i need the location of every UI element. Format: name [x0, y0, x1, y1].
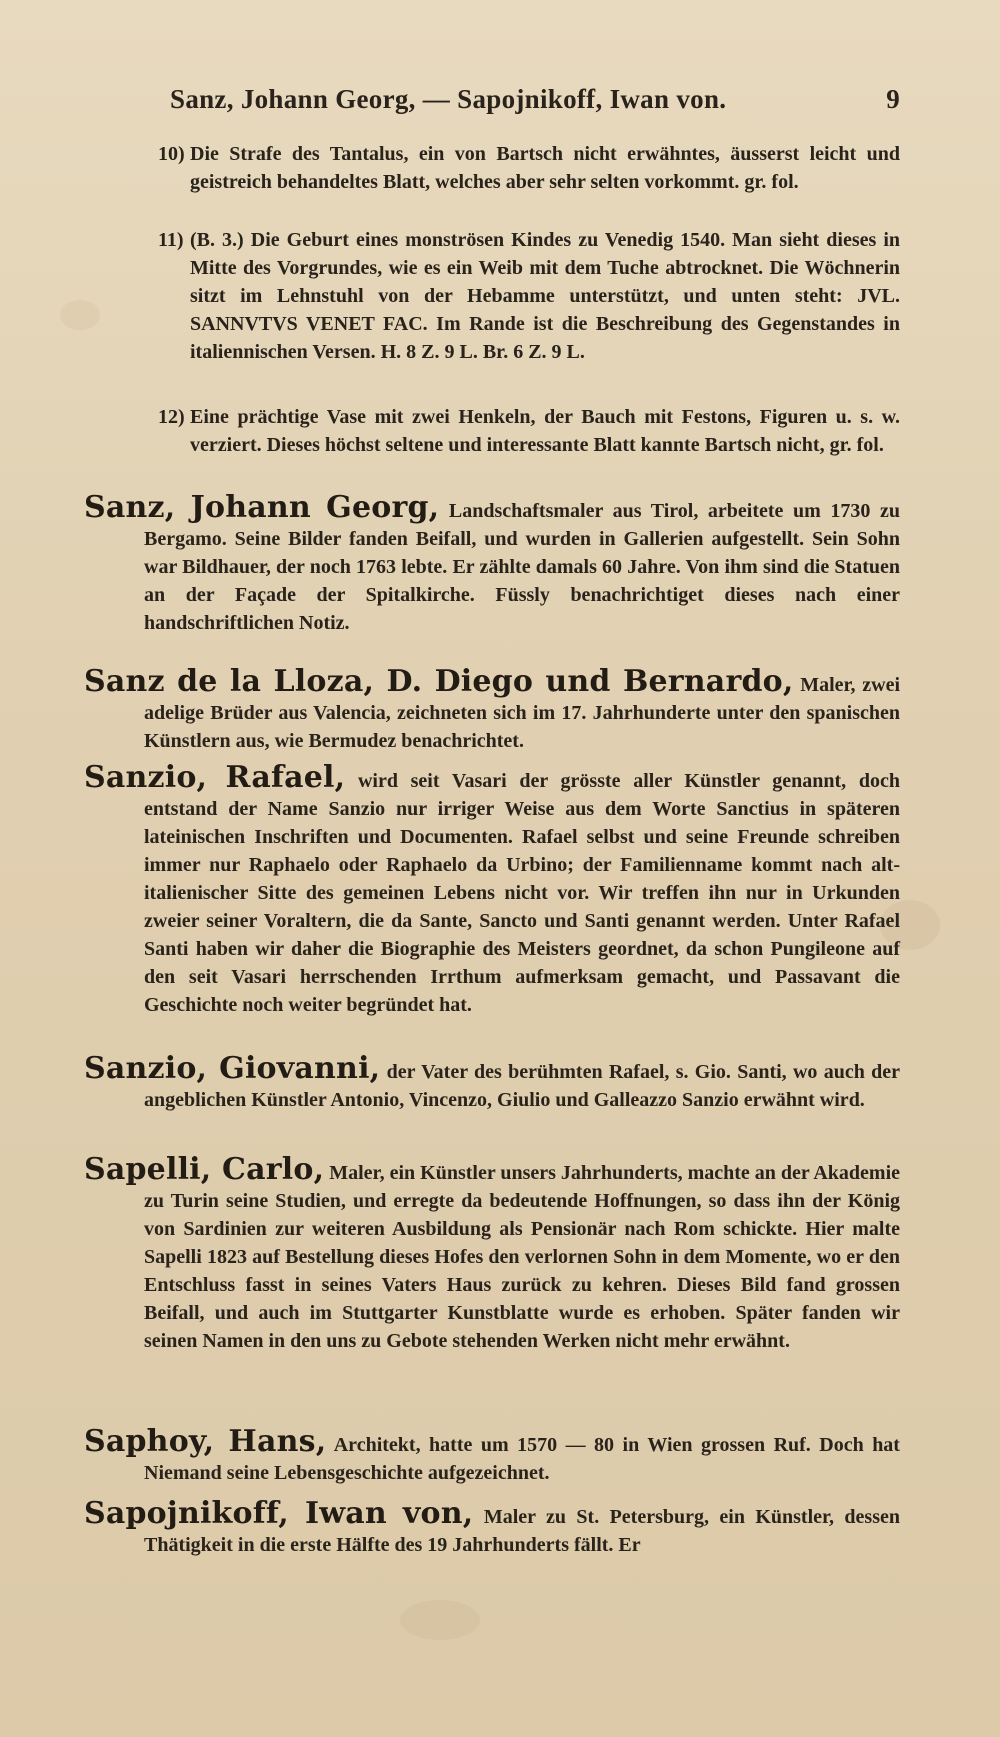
- subentry-number: 11): [158, 229, 184, 251]
- page-number: 9: [886, 84, 900, 114]
- subentry-11: [158, 226, 900, 366]
- subentry-10: [158, 140, 900, 196]
- subentry-12: [158, 403, 900, 459]
- entry-lemma: Sapelli, Carlo,: [84, 1152, 325, 1187]
- entry-sanz-johann-georg: [84, 490, 901, 637]
- entry-sanzio-giovanni: [84, 1051, 901, 1114]
- entry-sanz-de-la-lloza: [84, 664, 901, 755]
- header-title: Sanz, Johann Georg, — Sapojnikoff, Iwan von.: [170, 84, 727, 114]
- subentry-text: Eine prächtige Vase mit zwei Henkeln, der Bauch mit Festons, Figuren u. s. w. verziert. Dieses höchst seltene und interessante Blatt kannte Bartsch nicht, gr. fol.: [190, 406, 900, 456]
- running-header: [170, 84, 900, 124]
- entry-sapojnikoff-iwan: [84, 1496, 901, 1559]
- entry-lemma: Sanzio, Rafael,: [84, 760, 346, 795]
- entry-sapelli-carlo: [84, 1152, 900, 1355]
- entry-text: Maler zu St. Petersburg, ein Künstler, dessen Thätigkeit in die erste Hälfte des 19 Jahrhunderts fällt. Er: [144, 1506, 901, 1556]
- subentry-text: Die Strafe des Tantalus, ein von Bartsch nicht erwähntes, äusserst leicht und geistreich behandeltes Blatt, welches aber sehr selten vorkommt. gr. fol.: [190, 143, 900, 193]
- entry-text: wird seit Vasari der grösste aller Künstler genannt, doch entstand der Name Sanzio nur irriger Weise aus dem Worte Sanctius in späteren lateinischen Inschriften und Documenten. Rafael selbst und seine Freunde schreiben immer nur Raphaelo oder Raphaelo da Urbino; der Familienname kommt nach alt-italienischer Sitte des gemeinen Lebens nicht vor. Wir treffen ihn nur in Urkunden zweier seiner Voraltern, die da Sante, Sancto und Santi genannt werden. Unter Rafael Santi haben wir daher die Biographie des Meisters geordnet, da schon Pungileone auf den seit Vasari herrschenden Irrthum aufmerksam gemacht, und Passavant die Geschichte noch weiter begründet hat.: [144, 770, 900, 1016]
- subentry-number: 10): [158, 143, 185, 165]
- entry-text: Architekt, hatte um 1570 — 80 in Wien grossen Ruf. Doch hat Niemand seine Lebensgeschichte aufgezeichnet.: [144, 1434, 900, 1484]
- entry-lemma: Sanzio, Giovanni,: [84, 1051, 381, 1086]
- entry-text: Landschaftsmaler aus Tirol, arbeitete um 1730 zu Bergamo. Seine Bilder fanden Beifall, und wurden in Gallerien aufgestellt. Sein Sohn war Bildhauer, der noch 1763 lebte. Er zählte damals 60 Jahre. Von ihm sind die Statuen an der Façade der Spitalkirche. Füssly benachrichtiget dieses nach einer handschriftlichen Notiz.: [144, 500, 901, 634]
- entry-text: der Vater des berühmten Rafael, s. Gio. Santi, wo auch der angeblichen Künstler Antonio, Vincenzo, Giulio und Galleazzo Sanzio erwähnt wird.: [144, 1061, 901, 1111]
- entry-sanzio-rafael: [84, 760, 900, 1019]
- entry-lemma: Sapojnikoff, Iwan von,: [84, 1496, 474, 1531]
- entry-saphoy-hans: [84, 1424, 900, 1487]
- subentry-text: (B. 3.) Die Geburt eines monströsen Kindes zu Venedig 1540. Man sieht dieses in Mitte des Vorgrundes, wie es ein Weib mit dem Tuche abtrocknet. Die Wöchnerin sitzt im Lehnstuhl von der Hebamme unterstützt, und unten steht: JVL. SANNVTVS VENET FAC. Im Rande ist die Beschreibung des Gegenstandes in italiennischen Versen. H. 8 Z. 9 L. Br. 6 Z. 9 L.: [190, 229, 900, 363]
- entry-text: Maler, zwei adelige Brüder aus Valencia, zeichneten sich im 17. Jahrhunderte unter den spanischen Künstlern aus, wie Bermudez benachrichtet.: [144, 674, 901, 752]
- entry-lemma: Sanz, Johann Georg,: [84, 490, 440, 525]
- entry-lemma: Saphoy, Hans,: [84, 1424, 327, 1459]
- subentry-number: 12): [158, 406, 185, 428]
- entry-lemma: Sanz de la Lloza, D. Diego und Bernardo,: [84, 664, 794, 699]
- entry-text: Maler, ein Künstler unsers Jahrhunderts, machte an der Akademie zu Turin seine Studien, und erregte da bedeutende Hoffnungen, so dass ihn der König von Sardinien zur weiteren Ausbildung als Pensionär nach Rom schickte. Hier malte Sapelli 1823 auf Bestellung dieses Hofes den verlornen Sohn in dem Momente, wo er den Entschluss fasst in seines Vaters Haus zurück zu kehren. Dieses Bild fand grossen Beifall, und auch im Stuttgarter Kunstblatte wurde es erhoben. Später fanden wir seinen Namen in den uns zu Gebote stehenden Werken nicht mehr erwähnt.: [144, 1162, 900, 1352]
